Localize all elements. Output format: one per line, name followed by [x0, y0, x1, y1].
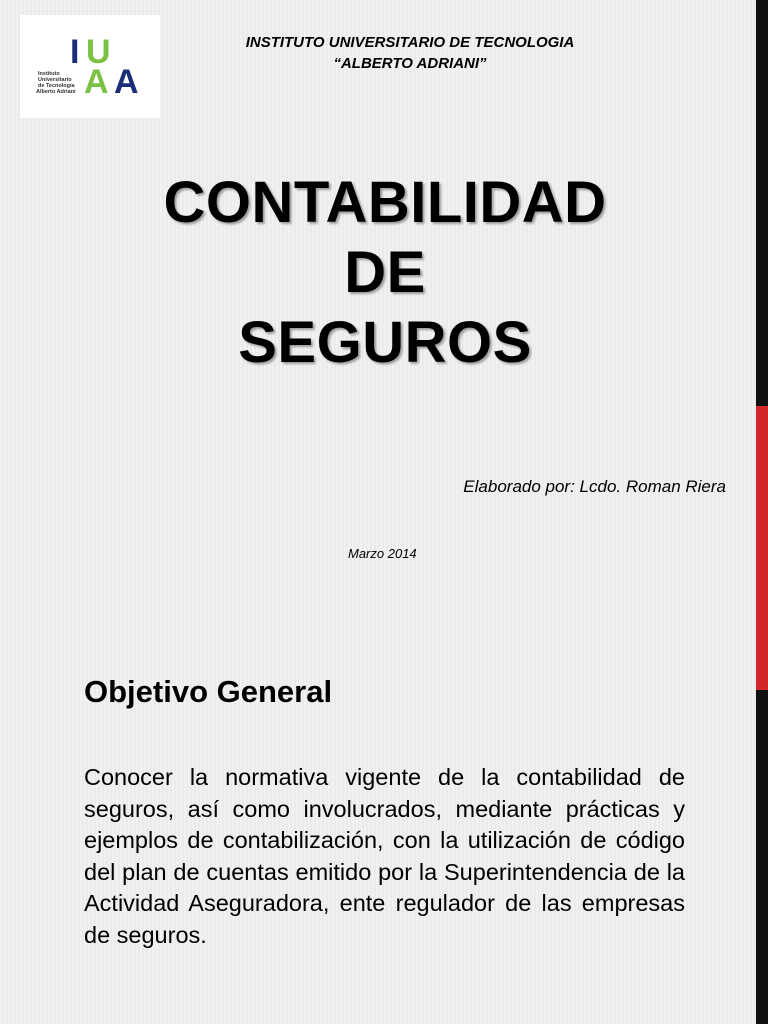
logo-text-line3: de Tecnología [38, 83, 75, 89]
title-line-3: SEGUROS [238, 310, 532, 375]
edge-bar-black-bottom [756, 690, 768, 1024]
logo-text-line2: Universitario [38, 77, 72, 83]
title-line-1: CONTABILIDAD [163, 170, 607, 235]
institution-logo [20, 15, 160, 118]
logo-letter-a1: A [84, 63, 109, 101]
logo-letter-a2: A [114, 63, 139, 101]
title-line-2: DE [344, 240, 426, 305]
date-label: Marzo 2014 [348, 546, 417, 561]
logo-letter-i: I [70, 33, 80, 71]
edge-bar-red [756, 406, 768, 690]
institute-name [160, 32, 660, 74]
logo-text-line4: Alberto Adriani [36, 89, 76, 95]
author-credit: Elaborado por: Lcdo. Roman Riera [463, 477, 726, 496]
objective-heading: Objetivo General [84, 674, 333, 709]
logo-letter-u: U [86, 33, 111, 71]
institute-line-2: “ALBERTO ADRIANI” [333, 55, 487, 72]
objective-body: Conocer la normativa vigente de la contabilidad de seguros, así como involucrados, mediante prácticas y ejemplos de contabilización, con la utilización de código del plan de cuentas emitido por la Superintendencia de la Actividad Aseguradora, ente regulador de las empresas de seguros. [84, 764, 685, 948]
slide-title [0, 168, 768, 378]
logo-text-line1: Instituto [38, 71, 60, 77]
institute-line-1: INSTITUTO UNIVERSITARIO DE TECNOLOGIA [245, 34, 575, 51]
